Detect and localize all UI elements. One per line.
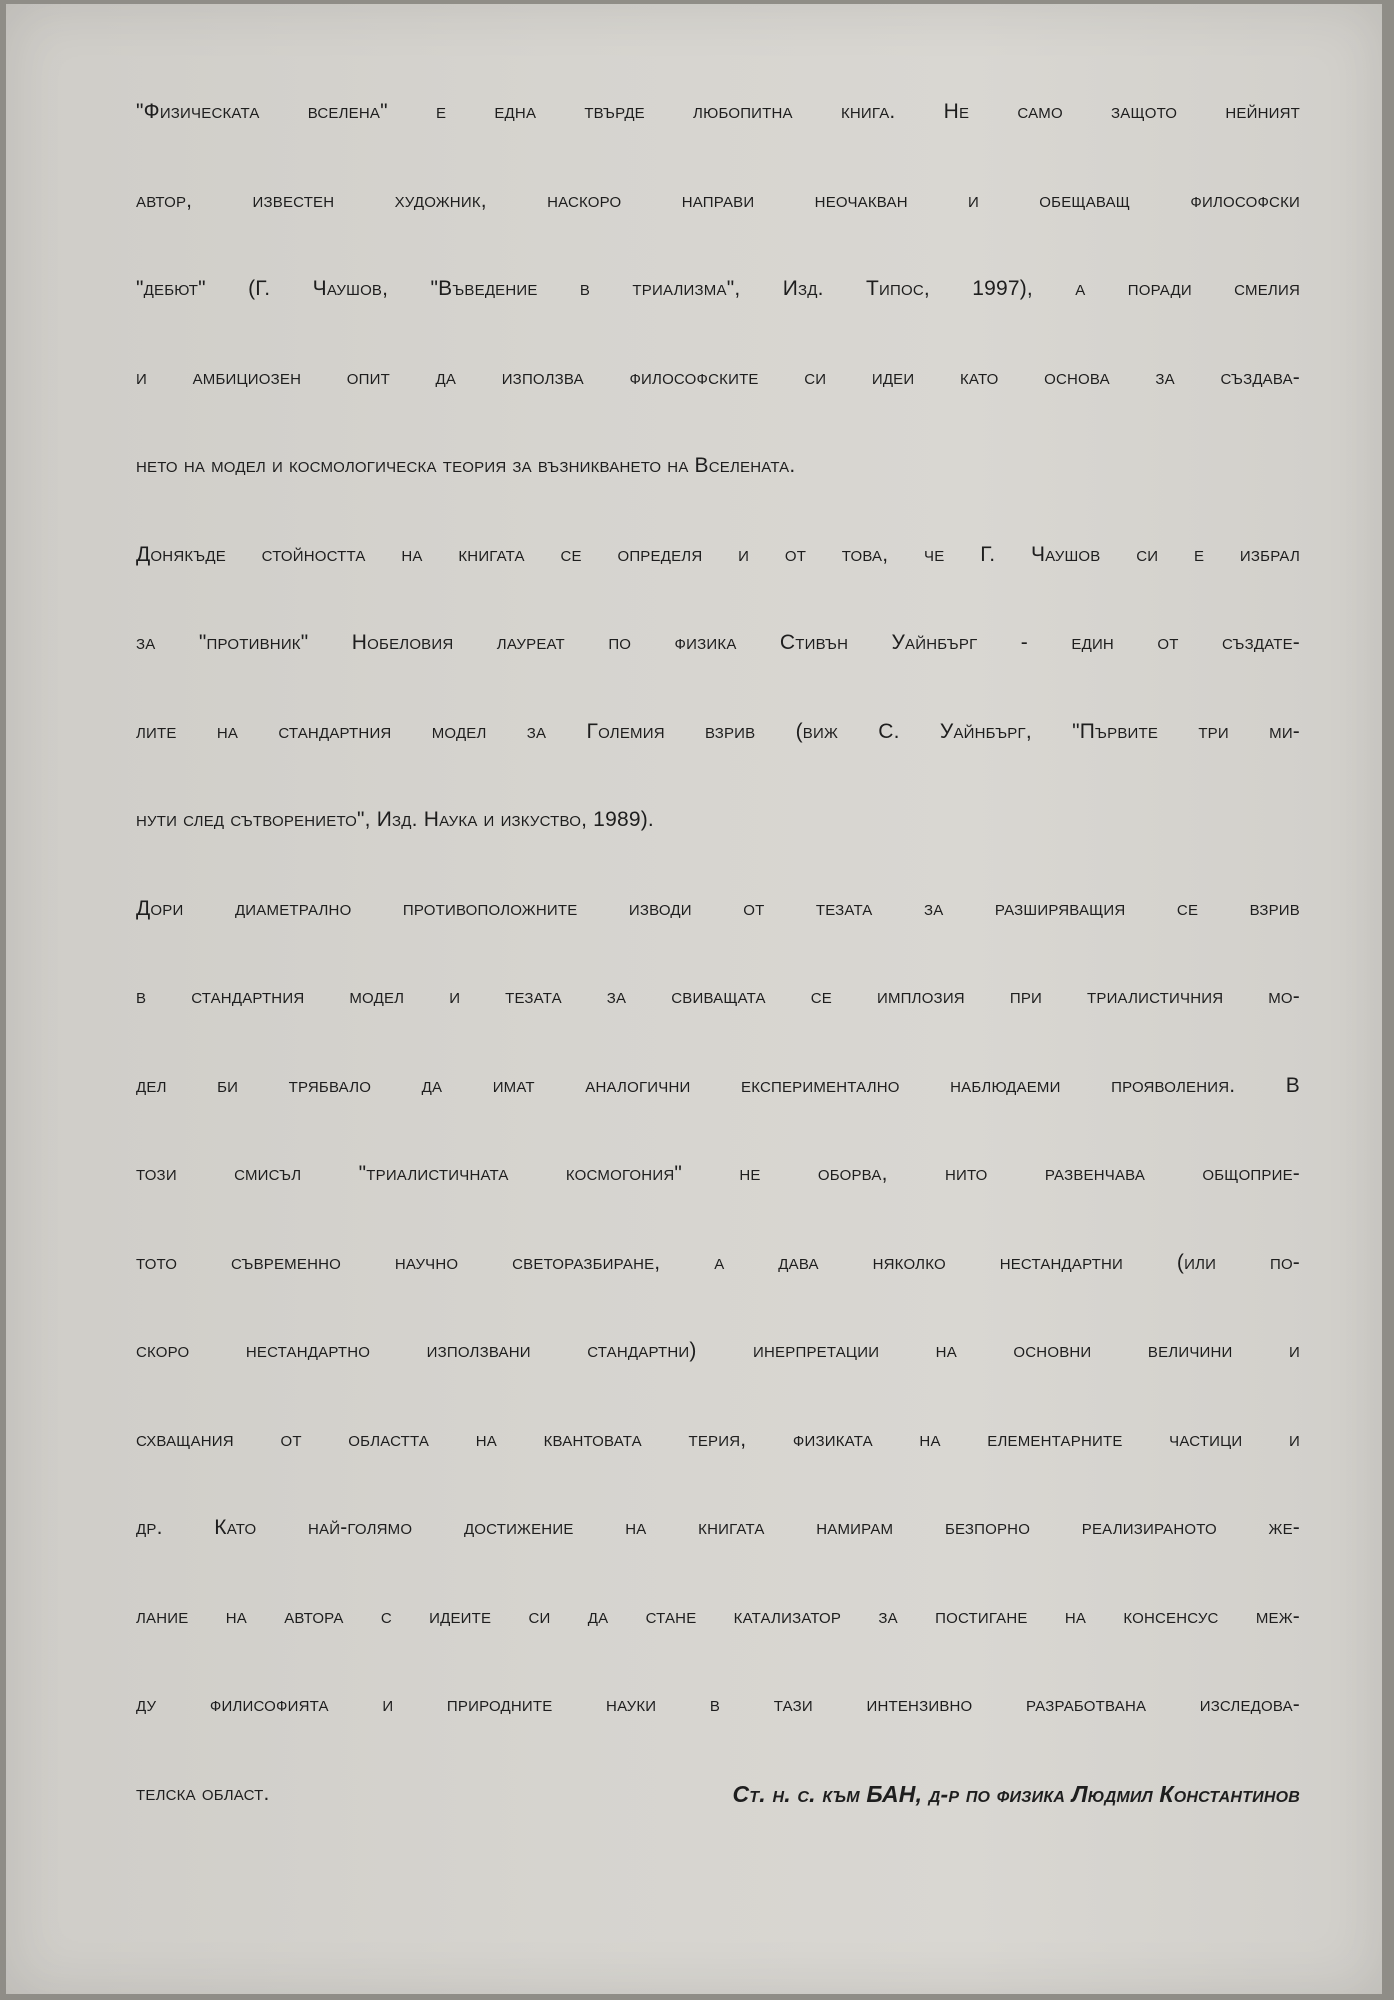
text-line: др. Като най-голямо достижение на книгата намирам безпорно реализираното же- — [136, 1516, 1300, 1539]
text-line: скоро нестандартно използвани стандартни) инерпретации на основни величини и — [136, 1339, 1300, 1362]
text-line: тото съвременно научно светоразбиране, а дава няколко нестандартни (или по- — [136, 1250, 1300, 1274]
author-signature: Ст. н. с. към БАН, д-р по физика Людмил Константинов — [732, 1780, 1300, 1807]
text-line: нето на модел и космологическа теория за възникването на Вселената. — [136, 454, 796, 477]
text-line: "дебют" (Г. Чаушов, "Въведение в триализма", Изд. Типос, 1997), а поради смелия — [136, 277, 1300, 300]
text-line: този смисъл "триалистичната космогония" не оборва, нито развенчава общоприе- — [136, 1162, 1300, 1185]
text-line: лите на стандартния модел за Големия взрив (виж С. Уайнбърг, "Първите три ми- — [136, 719, 1300, 743]
text-line: и амбициозен опит да използва философските си идеи като основа за създава- — [136, 365, 1300, 389]
text-line: нути след сътворението", Изд. Наука и изкуство, 1989). — [136, 808, 654, 831]
text-line: схващания от областта на квантовата терия, физиката на елементарните частици и — [136, 1427, 1300, 1451]
text-line: дел би трябвало да имат аналогични експериментално наблюдаеми прояволения. В — [136, 1073, 1300, 1097]
text-line: лание на автора с идеите си да стане катализатор за постигане на консенсус меж- — [136, 1604, 1300, 1628]
text-line: в стандартния модел и тезата за свиващата се имплозия при триалистичния мо- — [136, 985, 1300, 1008]
final-line — [136, 1774, 1300, 1863]
text-line: "Физическата вселена" е една твърде любопитна книга. Не само защото нейният — [136, 100, 1300, 123]
final-text: телска област. — [136, 1781, 270, 1805]
text-line: Дори диаметрално противоположните изводи от тезата за разширяващия се взрив — [136, 896, 1300, 920]
book-back-cover — [6, 4, 1382, 1994]
text-line: автор, известен художник, наскоро направи неочакван и обещаващ философски — [136, 188, 1300, 212]
review-text — [136, 92, 1300, 1862]
text-line: за "противник" Нобеловия лауреат по физика Стивън Уайнбърг - един от създате- — [136, 631, 1300, 654]
text-line: Донякъде стойността на книгата се определя и от това, че Г. Чаушов си е избрал — [136, 542, 1300, 566]
text-line: ду филисофията и природните науки в тази интензивно разработвана изследова- — [136, 1693, 1300, 1716]
